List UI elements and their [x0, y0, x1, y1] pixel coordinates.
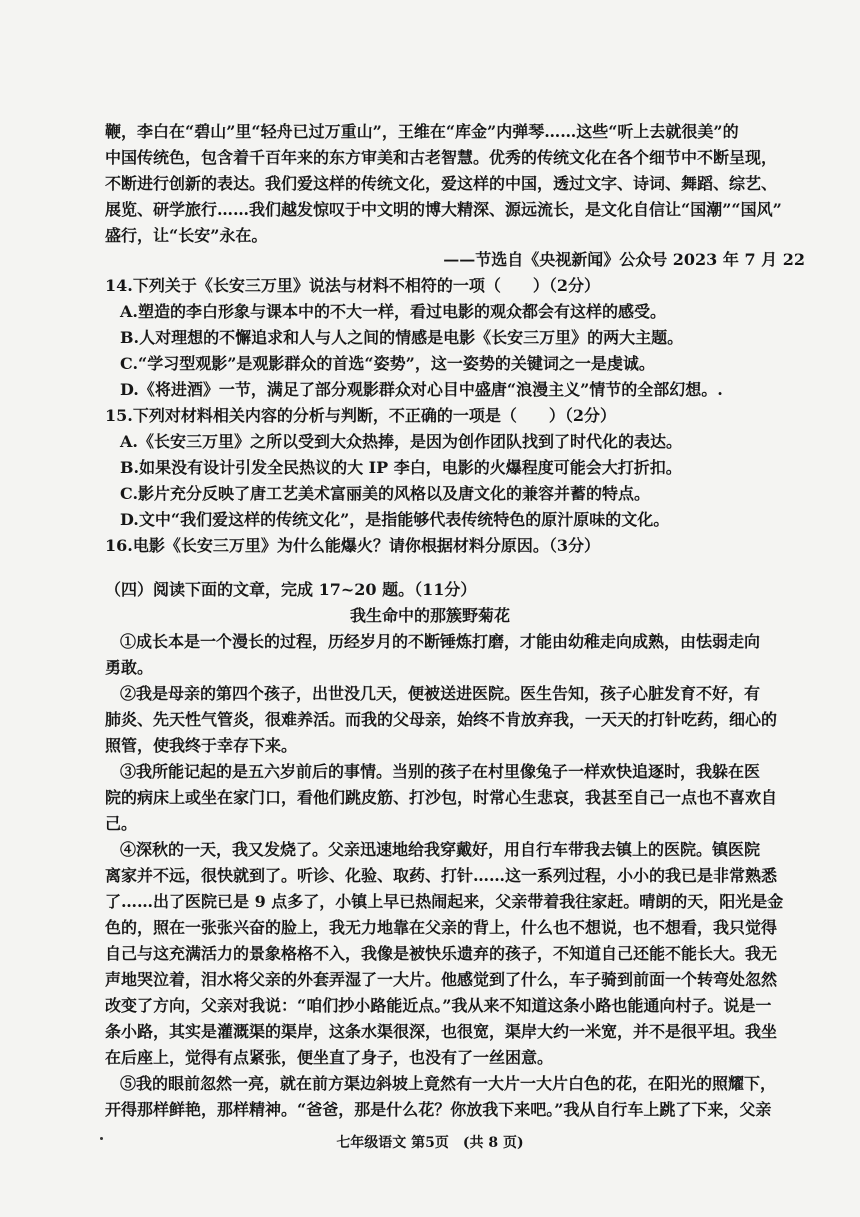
text-line: 自己与这充满活力的景象格格不入，我像是被快乐遗弃的孩子，不知道自己还能不能长大。我无 — [105, 944, 778, 963]
text-line: ②我是母亲的第四个孩子，出世没几天，便被送进医院。医生告知，孩子心脏发育不好，有 — [120, 684, 761, 703]
text-line: 开得那样鲜艳，那样精神。“爸爸，那是什么花？你放我下来吧。”我从自行车上跳了下来，父亲 — [105, 1100, 772, 1119]
text-line: ⑤我的眼前忽然一亮，就在前方渠边斜坡上竟然有一大片一大片白色的花，在阳光的照耀下， — [120, 1074, 777, 1093]
text-line: 在后座上，觉得有点紧张，便坐直了身子，也没有了一丝困意。 — [105, 1048, 554, 1067]
text-line: ④深秋的一天，我又发烧了。父亲迅速地给我穿戴好，用自行车带我去镇上的医院。镇医院 — [120, 840, 761, 859]
option-c: C.“学习型观影”是观影群众的首选“姿势”，这一姿势的关键词之一是虔诚。 — [120, 354, 655, 373]
question-stem: 14.下列关于《长安三万里》说法与材料不相符的一项（ ）（2分） — [105, 276, 600, 295]
text-line: ①成长本是一个漫长的过程，历经岁月的不断锤炼打磨，才能由幼稚走向成熟，由怯弱走向 — [120, 632, 761, 651]
option-d: D.文中“我们爱这样的传统文化”，是指能够代表传统特色的原汁原味的文化。 — [120, 510, 670, 529]
page-footer: 七年级语文 第5页 (共 8 页) — [336, 1135, 524, 1151]
text-line: 盛行，让“长安”永在。 — [105, 226, 268, 245]
question-16: 16.电影《长安三万里》为什么能爆火？请你根据材料分原因。（3分） — [105, 536, 600, 555]
text-line: 肺炎、先天性气管炎，很难养活。而我的父母亲，始终不肯放弃我，一天天的打针吃药，细心的 — [105, 710, 778, 729]
text-line: 声地哭泣着，泪水将父亲的外套弄湿了一大片。他感觉到了什么，车子骑到前面一个转弯处忽然 — [105, 970, 778, 989]
section-heading: （四）阅读下面的文章，完成 17~20 题。（11分） — [105, 580, 477, 599]
question-stem: 15.下列对材料相关内容的分析与判断，不正确的一项是（ ）（2分） — [105, 406, 616, 425]
text-line: 不断进行创新的表达。我们爱这样的传统文化，爱这样的中国，透过文字、诗词、舞蹈、综艺、 — [105, 174, 778, 193]
option-d: D.《将进酒》一节，满足了部分观影群众对心目中盛唐“浪漫主义”情节的全部幻想。. — [120, 380, 723, 399]
text-line: 鞭，李白在“碧山”里“轻舟已过万重山”，王维在“库金”内弹琴……这些“听上去就很美”的 — [105, 122, 739, 141]
text-line: 中国传统色，包含着千百年来的东方审美和古老智慧。优秀的传统文化在各个细节中不断呈现， — [105, 148, 778, 167]
article-title: 我生命中的那簇野菊花 — [349, 606, 510, 625]
text-line: 条小路，其实是灌溉渠的渠岸，这条水渠很深，也很宽，渠岸大约一米宽，并不是很平坦。我坐 — [105, 1022, 778, 1041]
option-a: A.塑造的李白形象与课本中的不大一样，看过电影的观众都会有这样的感受。 — [120, 302, 666, 321]
option-b: B.如果没有设计引发全民热议的大 IP 李白，电影的火爆程度可能会大打折扣。 — [120, 458, 682, 477]
text-line: 色的，照在一张张兴奋的脸上，我无力地靠在父亲的背上，什么也不想说，也不想看，我只觉得 — [105, 918, 778, 937]
text-line: 勇敢。 — [105, 658, 154, 677]
text-line: 了……出了医院已是 9 点多了，小镇上早已热闹起来，父亲带着我往家赶。晴朗的天，阳光是金 — [105, 892, 784, 911]
source-citation: ——节选自《央视新闻》公众号 2023 年 7 月 22 — [443, 250, 805, 269]
text-line: 照管，使我终于幸存下来。 — [105, 736, 298, 755]
text-line: 展览、研学旅行……我们越发惊叹于中文明的博大精深、源远流长，是文化自信让“国潮”“国风” — [105, 200, 782, 219]
text-line: ③我所能记起的是五六岁前后的事情。当别的孩子在村里像兔子一样欢快追逐时，我躲在医 — [120, 762, 761, 781]
text-line: 院的病床上或坐在家门口，看他们跳皮筋、打沙包，时常心生悲哀，我甚至自己一点也不喜欢自 — [105, 788, 778, 807]
text-line: 改变了方向，父亲对我说：“咱们抄小路能近点。”我从来不知道这条小路也能通向村子。说是一 — [105, 996, 772, 1015]
option-b: B.人对理想的不懈追求和人与人之间的情感是电影《长安三万里》的两大主题。 — [120, 328, 684, 347]
option-c: C.影片充分反映了唐工艺美术富丽美的风格以及唐文化的兼容并蓄的特点。 — [120, 484, 651, 503]
text-line: 离家并不远，很快就到了。听诊、化验、取药、打针……这一系列过程，小小的我已是非常熟悉 — [105, 866, 778, 885]
text-line: 己。 — [105, 814, 138, 833]
option-a: A.《长安三万里》之所以受到大众热捧，是因为创作团队找到了时代化的表达。 — [120, 432, 682, 451]
